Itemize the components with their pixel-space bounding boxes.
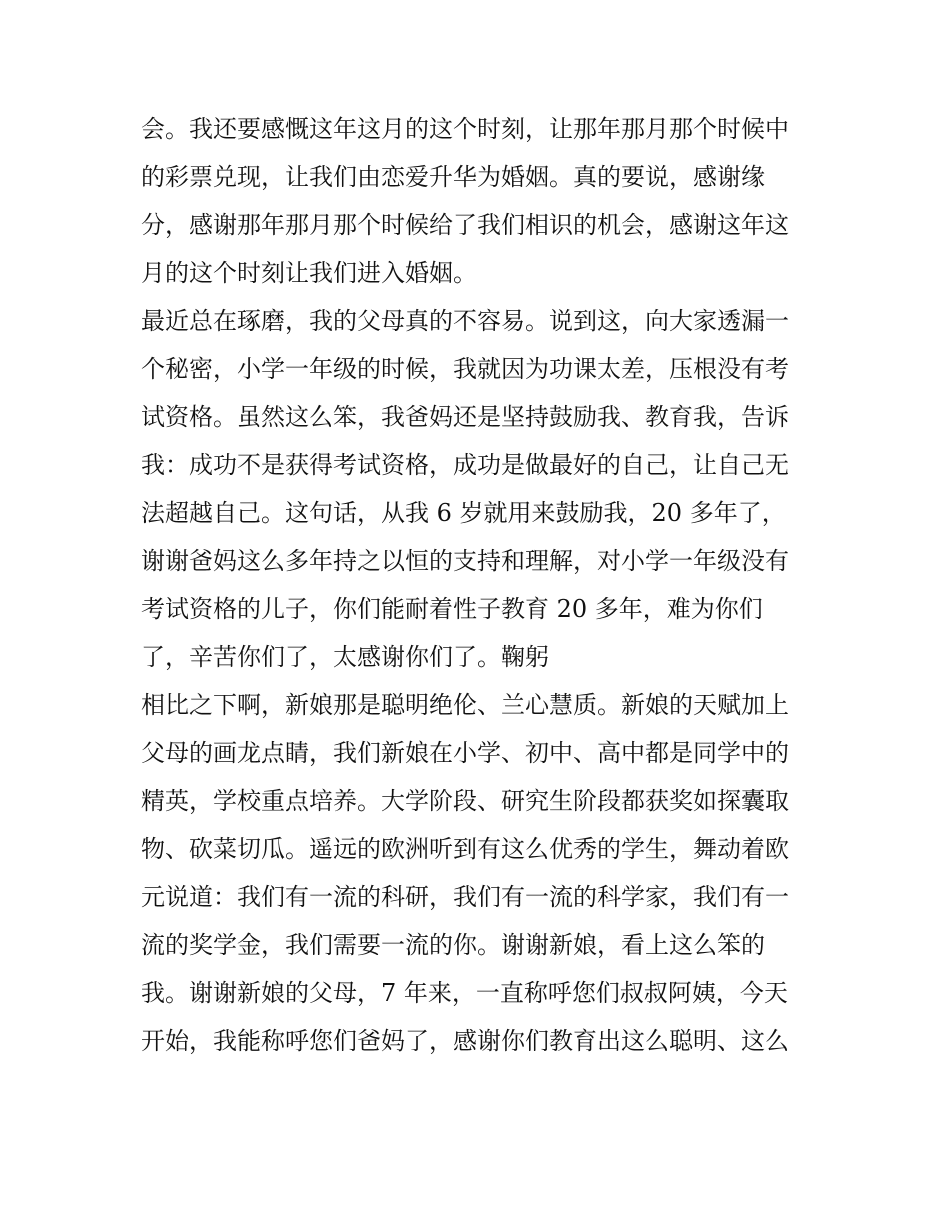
text-line: 精英，学校重点培养。大学阶段、研究生阶段都获奖如探囊取	[141, 787, 789, 815]
text-line: 法超越自己。这句话，从我 6 岁就用来鼓励我，20 多年了，	[141, 499, 786, 527]
text-line: 会。我还要感慨这年这月的这个时刻，让那年那月那个时候中	[141, 115, 789, 143]
text-line: 了，辛苦你们了，太感谢你们了。鞠躬	[141, 643, 549, 671]
text-line: 考试资格的儿子，你们能耐着性子教育 20 多年，难为你们	[141, 595, 763, 623]
text-line: 相比之下啊，新娘那是聪明绝伦、兰心慧质。新娘的天赋加上	[141, 691, 789, 719]
text-line: 流的奖学金，我们需要一流的你。谢谢新娘，看上这么笨的	[141, 931, 765, 959]
text-line: 最近总在琢磨，我的父母真的不容易。说到这，向大家透漏一	[141, 307, 789, 335]
text-line: 父母的画龙点睛，我们新娘在小学、初中、高中都是同学中的	[141, 739, 789, 767]
text-line: 我：成功不是获得考试资格，成功是做最好的自己，让自己无	[141, 451, 789, 479]
text-line: 开始，我能称呼您们爸妈了，感谢你们教育出这么聪明、这么	[141, 1027, 789, 1055]
text-line: 物、砍菜切瓜。遥远的欧洲听到有这么优秀的学生，舞动着欧	[141, 835, 789, 863]
text-line: 谢谢爸妈这么多年持之以恒的支持和理解，对小学一年级没有	[141, 547, 789, 575]
text-line: 元说道：我们有一流的科研，我们有一流的科学家，我们有一	[141, 883, 789, 911]
text-line: 的彩票兑现，让我们由恋爱升华为婚姻。真的要说，感谢缘	[141, 163, 765, 191]
text-line: 个秘密，小学一年级的时候，我就因为功课太差，压根没有考	[141, 355, 789, 383]
text-line: 分，感谢那年那月那个时候给了我们相识的机会，感谢这年这	[141, 211, 789, 239]
text-line: 试资格。虽然这么笨，我爸妈还是坚持鼓励我、教育我，告诉	[141, 403, 789, 431]
text-line: 月的这个时刻让我们进入婚姻。	[141, 259, 477, 287]
text-line: 我。谢谢新娘的父母，7 年来，一直称呼您们叔叔阿姨，今天	[141, 979, 788, 1007]
document-body-text	[141, 105, 821, 1065]
